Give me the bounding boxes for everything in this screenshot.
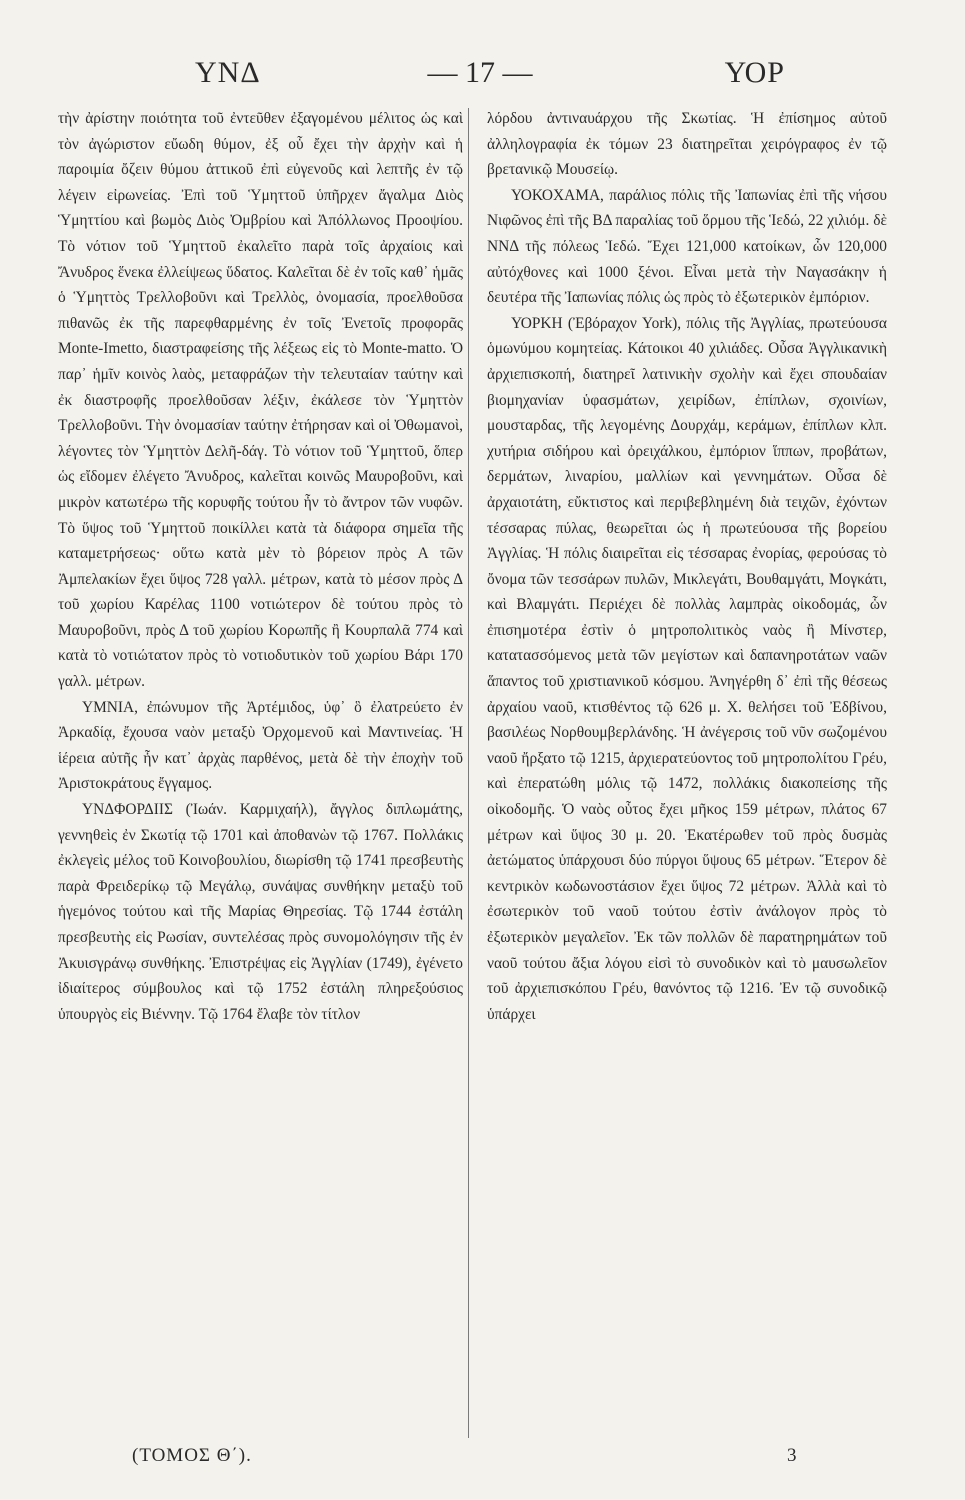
column-divider <box>468 108 469 1438</box>
header-left-guideword: ΥΝΔ <box>195 56 261 89</box>
signature-mark: 3 <box>787 1445 797 1466</box>
volume-label: (ΤΟΜΟΣ Θ΄). <box>132 1445 252 1466</box>
paragraph: τὴν ἀρίστην ποιότητα τοῦ ἐντεῦθεν ἐξαγομένου μέλιτος ὡς καὶ τὸν ἀγώριστον εὔωδη θύμον, ἐξ οὗ ἔχει τὴν ἀρχὴν καὶ ἡ παροιμία ὄζειν θύμου ἀττικοῦ ἐπὶ εὐγενοῦς καὶ λεπτῆς ἐν τῷ λέγειν εἰρωνείας. Ἐπὶ τοῦ Ὑμηττοῦ ὑπῆρχεν ἄγαλμα Διὸς Ὑμηττίου καὶ βωμὸς Διὸς Ὀμβρίου καὶ Ἀπόλλωνος Προοψίου. Τὸ νότιον τοῦ Ὑμηττοῦ ἐκαλεῖτο παρὰ τοῖς ἀρχαίοις καὶ Ἄνυδρος ἕνεκα ἐλλείψεως ὕδατος. Καλεῖται δὲ ἐν τοῖς καθ᾽ ἡμᾶς ὁ Ὑμηττὸς Τρελλοβοῦνι καὶ Τρελλὸς, ὀνομασία, προελθοῦσα πιθανῶς ἐκ τῆς παρεφθαρμένης ἐν τοῖς Ἐνετοῖς προφορᾶς Monte-Imetto, διαστραφείσης τῆς λέξεως εἰς τὸ Monte-matto. Ὁ παρ᾽ ἡμῖν κοινὸς λαὸς, μεταφράζων τὴν τελευταίαν ταύτην καὶ ἐκ διαστροφῆς προελθοῦσαν λέξιν, ἐκάλεσε τὸν Ὑμηττὸν Τρελλοβοῦνι. Τὴν ὀνομασίαν ταύτην ἐτήρησαν καὶ οἱ Ὀθωμανοὶ, λέγοντες τὸν Ὑμηττὸν Δελῆ-δάγ. Τὸ νότιον τοῦ Ὑμηττοῦ, ὅπερ ὡς εἴδομεν ἐλέγετο Ἄνυδρος, καλεῖται κοινῶς Μαυροβοῦνι, καὶ μικρὸν κατωτέρω τῆς κορυφῆς τούτου ἦν τὸ ἄντρον τῶν νυφῶν. Τὸ ὕψος τοῦ Ὑμηττοῦ ποικίλλει κατὰ τὰ διάφορα σημεῖα τῆς καταμετρήσεως· οὕτω κατὰ μὲν τὸ βόρειον πρὸς Α τῶν Ἀμπελακίων ἔχει ὕψος 728 γαλλ. μέτρων, κατὰ τὸ μέσον πρὸς Δ τοῦ χωρίου Καρέλας 1100 νοτιώτερον δὲ τούτου πρὸς τὸ Μαυροβοῦνι, πρὸς Δ τοῦ χωρίου Κορωπῆς ἢ Κουρπαλᾶ 774 καὶ κατὰ τὸ νοτιώτατον πρὸς τὸ νοτιοδυτικὸν τοῦ χωρίου Βάρι 170 γαλλ. μέτρων. <box>58 110 463 691</box>
paragraph: ΥΜΝΙΑ, ἐπώνυμον τῆς Ἀρτέμιδος, ὑφ᾽ ὃ ἐλατρεύετο ἐν Ἀρκαδίᾳ, ἔχουσα ναὸν μεταξὺ Ὀρχομενοῦ καὶ Μαντινείας. Ἡ ἱέρεια αὐτῆς ἦν κατ᾽ ἀρχὰς παρθένος, μετὰ δὲ τὴν ἐποχὴν τοῦ Ἀριστοκράτους ἔγγαμος. <box>58 698 463 793</box>
paragraph: ΥΟΡΚΗ (Ἐβόραχον York), πόλις τῆς Ἀγγλίας, πρωτεύουσα ὁμωνύμου κομητείας. Κάτοικοι 40 χιλιάδες. Οὖσα Ἀγγλικανικὴ ἀρχιεπισκοπή, διατηρεῖ λατινικὴν σχολὴν καὶ ἔχει σπουδαίαν βιομηχανίαν ὑφασμάτων, χειρίδων, ἐπίπλων, σχοινίων, μουσταρδας, τῆς λεγομένης Δουρχάμ, κεράμων, ἐπίπλων κλπ. χυτήρια σιδήρου καὶ ὀρειχάλκου, ἐμπόριον ἵππων, προβάτων, δερμάτων, λιναρίου, μαλλίων καὶ γεννημάτων. Οὖσα δὲ ἀρχαιοτάτη, εὔκτιστος καὶ περιβεβλημένη διὰ τειχῶν, ἐχόντων τέσσαρας πύλας, θεωρεῖται ὡς ἡ πρωτεύουσα τῆς βορείου Ἀγγλίας. Ἡ πόλις διαιρεῖται εἰς τέσσαρας ἐνορίας, φερούσας τὸ ὄνομα τῶν τεσσάρων πυλῶν, Μικλεγάτι, Βουθαμγάτι, Μογκάτι, καὶ Βλαμγάτι. Περιέχει δὲ πολλὰς λαμπρὰς οἰκοδομάς, ὧν ἐπισημοτέρα ἐστὶν ὁ μητροπολιτικὸς ναὸς ἢ Μίνστερ, κατατασσόμενος μετὰ τῶν μεγίστων καὶ δαπανηροτάτων ναῶν ἅπαντος τοῦ χριστιανικοῦ κόσμου. Ἀνηγέρθη δ᾽ ἐπὶ τῆς θέσεως ἀρχαίου ναοῦ, κτισθέντος τῷ 626 μ. Χ. θελήσει τοῦ Ἐδβίνου, βασιλέως Νορθουμβερλάνδης. Ἡ ἀνέγερσις τοῦ νῦν σωζομένου ναοῦ ἤρξατο τῷ 1215, ἀρχιερατεύοντος τοῦ μητροπολίτου Γρέυ, καὶ ἐπερατώθη μόλις τῷ 1472, πολλάκις διακοπείσης τῆς οἰκοδομῆς. Ὁ ναὸς οὗτος ἔχει μῆκος 159 μέτρων, πλάτος 67 μέτρων καὶ ὕψος 30 μ. 20. Ἑκατέρωθεν τοῦ πρὸς δυσμὰς ἀετώματος ὑπάρχουσι δύο πύργοι ὕψους 65 μέτρων. Ἕτερον δὲ κεντρικὸν κωδωνοστάσιον ἔχει ὕψος 72 μέτρων. Ἀλλὰ καὶ τὸ ἐσωτερικὸν τοῦ ναοῦ τούτου ἐστὶν ἀνάλογον πρὸς τὸ ἐξωτερικὸν μεγαλεῖον. Ἐκ τῶν πολλῶν δὲ παρατηρημάτων τοῦ ναοῦ τούτου ἄξια λόγου εἰσὶ τὸ συνοδικὸν καὶ τὸ μαυσωλεῖον τοῦ ἀρχιεπισκόπου Γρέυ, θανόντος τῷ 1216. Ἐν τῷ συνοδικῷ ὑπάρχει <box>487 314 887 1023</box>
paragraph: ΥΝΔΦΟΡΔΙΙΣ (Ἰωάν. Καρμιχαήλ), ἄγγλος διπλωμάτης, γεννηθεὶς ἐν Σκωτίᾳ τῷ 1701 καὶ ἀποθανὼν τῷ 1767. Πολλάκις ἐκλεγεὶς μέλος τοῦ Κοινοβουλίου, διωρίσθη τῷ 1741 πρεσβευτὴς παρὰ Φρειδερίκῳ τῷ Μεγάλῳ, συνάψας συνθήκην μεταξὺ τοῦ ἡγεμόνος τούτου καὶ τῆς Μαρίας Θηρεσίας. Τῷ 1744 ἐστάλη πρεσβευτὴς εἰς Ρωσίαν, συντελέσας πρὸς συνομολόγησιν τῆς ἐν Ἀκυισγράνῳ συνθήκης. Ἐπιστρέψας εἰς Ἀγγλίαν (1749), ἐγένετο ἰδιαίτερος σύμβουλος καὶ τῷ 1752 ἐστάλη πληρεξούσιος ὑπουργὸς εἰς Βιέννην. Τῷ 1764 ἔλαβε τὸν τίτλον <box>58 801 463 1023</box>
left-column <box>58 106 463 1027</box>
page-header <box>60 56 905 96</box>
right-column <box>487 106 887 1027</box>
header-right-guideword: ΥΟΡ <box>724 56 785 89</box>
paragraph: ΥΟΚΟΧΑΜΑ, παράλιος πόλις τῆς Ἰαπωνίας ἐπὶ τῆς νήσου Νιφῶνος ἐπὶ τῆς ΒΔ παραλίας τοῦ ὅρμου τῆς Ἱεδώ, 22 χιλιόμ. δὲ ΝΝΔ τῆς πόλεως Ἱεδώ. Ἔχει 121,000 κατοίκων, ὧν 120,000 αὐτόχθονες καὶ 1000 ξένοι. Εἶναι μετὰ τὴν Ναγασάκην ἡ δευτέρα τῆς Ἰαπωνίας πόλις ὡς πρὸς τὸ ἐξωτερικὸν ἐμπόριον. <box>487 186 887 307</box>
page-number: — 17 — <box>427 56 533 89</box>
paragraph: λόρδου ἀντιναυάρχου τῆς Σκωτίας. Ἡ ἐπίσημος αὐτοῦ ἀλληλογραφία ἐκ τόμων 23 διατηρεῖται χειρόγραφος ἐν τῷ βρετανικῷ Μουσείῳ. <box>487 110 887 179</box>
